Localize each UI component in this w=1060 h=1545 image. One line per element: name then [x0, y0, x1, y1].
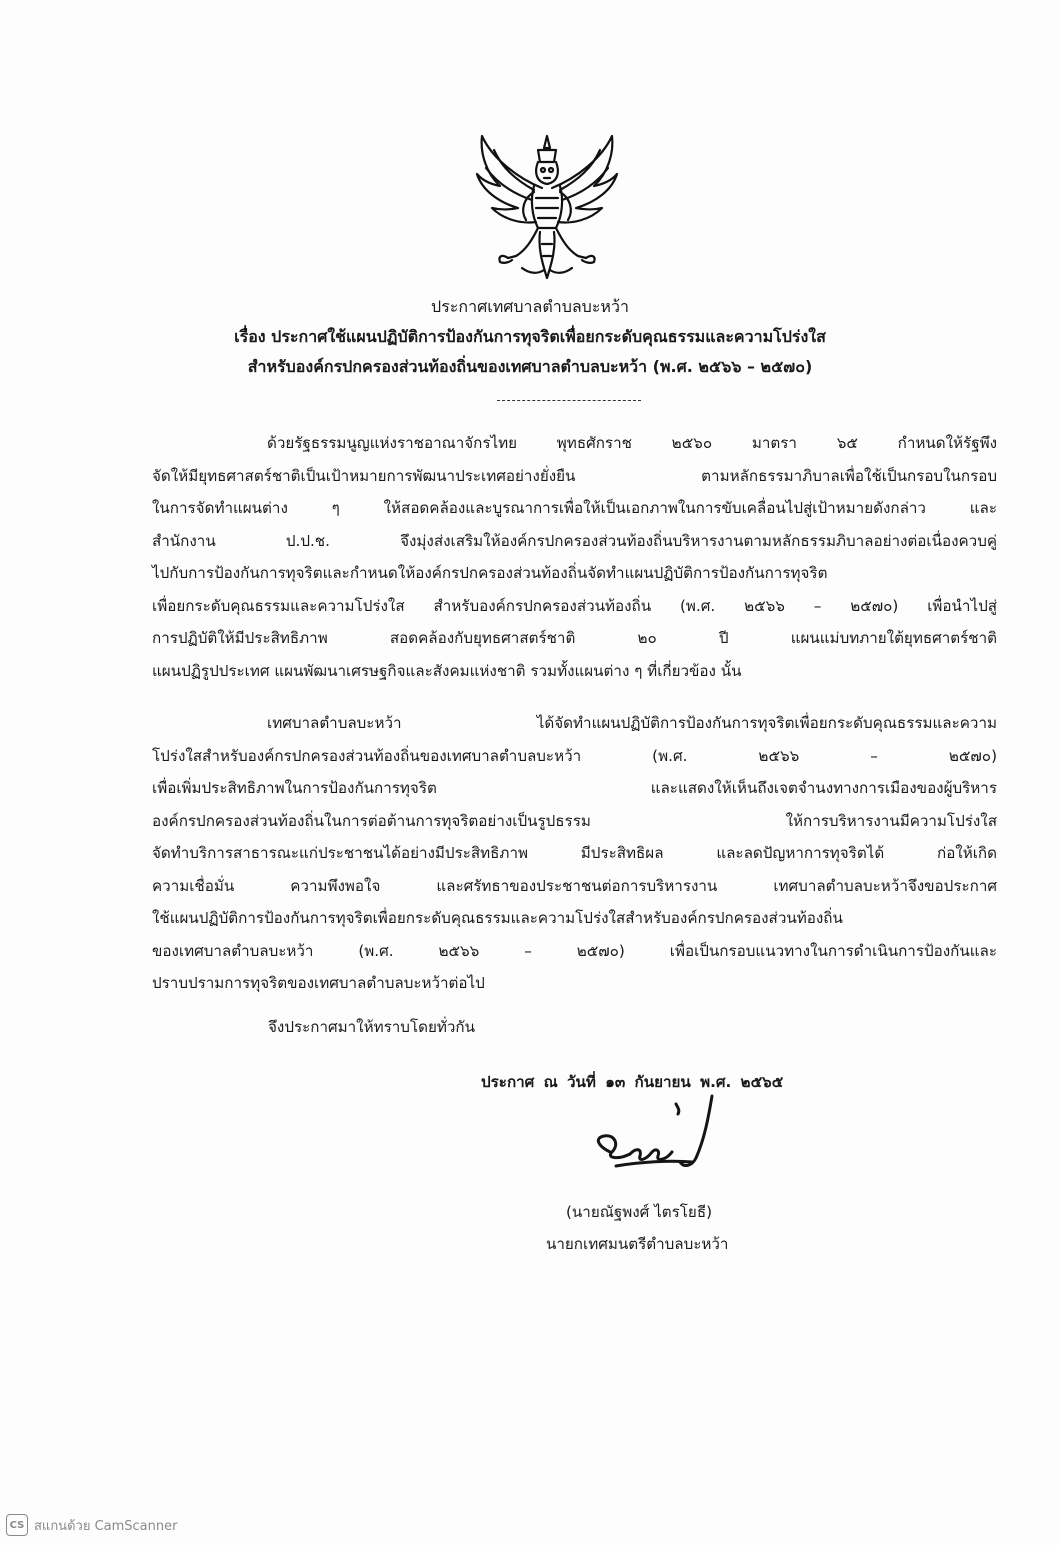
- paragraph-line: สำนักงาน ป.ป.ช. จึงมุ่งส่งเสริมให้องค์กรปกครองส่วนท้องถิ่นบริหารงานตามหลักธรรมภิบาลอย่างต่อเนื่องควบคู่: [152, 531, 997, 550]
- paragraph-line: เพื่อเพิ่มประสิทธิภาพในการป้องกันการทุจริต และแสดงให้เห็นถึงเจตจำนงทางการเมืองของผู้บริหาร: [152, 779, 997, 797]
- announcement-heading: [60, 292, 1000, 382]
- announcement-date: ประกาศ ณ วันที่ ๑๓ กันยายน พ.ศ. ๒๕๖๕: [481, 1073, 784, 1091]
- paragraph-line: ใช้แผนปฏิบัติการป้องกันการทุจริตเพื่อยกระดับคุณธรรมและความโปร่งใสสำหรับองค์กรปกครองส่วนท้องถิ่น: [152, 909, 843, 927]
- paragraph-line: จัดให้มียุทธศาสตร์ชาติเป็นเป้าหมายการพัฒนาประเทศอย่างยั่งยืน ตามหลักธรรมาภิบาลเพื่อใช้เป็นกรอบในกรอบ: [152, 466, 997, 485]
- signer-title: นายกเทศมนตรีตำบลบะหว้า: [546, 1235, 729, 1253]
- paragraph-line: ไปกับการป้องกันการทุจริตและกำหนดให้องค์กรปกครองส่วนท้องถิ่นจัดทำแผนปฏิบัติการป้องกันการทุจริต: [152, 564, 828, 582]
- body-paragraph-1: [152, 427, 997, 687]
- paragraph-line: จัดทำบริการสาธารณะแก่ประชาชนได้อย่างมีประสิทธิภาพ มีประสิทธิผล และลดปัญหาการทุจริตได้ ก่อให้เกิด: [152, 844, 997, 862]
- issuer-title: ประกาศเทศบาลตำบลบะหว้า: [431, 297, 629, 316]
- subject-line: เรื่อง ประกาศใช้แผนปฏิบัติการป้องกันการทุจริตเพื่อยกระดับคุณธรรมและความโปร่งใส: [234, 327, 826, 346]
- paragraph-line: ในการจัดทำแผนต่าง ๆ ให้สอดคล้องและบูรณาการเพื่อให้เป็นเอกภาพในการขับเคลื่อนไปสู่เป้าหมายดังกล่าว และ: [152, 499, 997, 517]
- subject-line-continued: สำหรับองค์กรปกครองส่วนท้องถิ่นของเทศบาลตำบลบะหว้า (พ.ศ. ๒๕๖๖ – ๒๕๗๐): [247, 357, 813, 376]
- scanner-watermark: [6, 1514, 177, 1536]
- paragraph-line: ของเทศบาลตำบลบะหว้า (พ.ศ. ๒๕๖๖ – ๒๕๗๐) เพื่อเป็นกรอบแนวทางในการดำเนินการป้องกันและ: [152, 941, 997, 960]
- paragraph-line: การปฏิบัติให้มีประสิทธิภาพ สอดคล้องกับยุทธศาสตร์ชาติ ๒๐ ปี แผนแม่บทภายใต้ยุทธศาตร์ชาติ: [152, 629, 997, 647]
- camscanner-logo-icon: CS: [6, 1514, 28, 1536]
- handwritten-signature-icon: [580, 1090, 740, 1180]
- paragraph-line: แผนปฏิรูปประเทศ แผนพัฒนาเศรษฐกิจและสังคมแห่งชาติ รวมทั้งแผนต่าง ๆ ที่เกี่ยวข้อง นั้น: [152, 661, 742, 680]
- closing-statement: จึงประกาศมาให้ทราบโดยทั่วกัน: [268, 1018, 475, 1036]
- paragraph-line: ความเชื่อมั่น ความพึงพอใจ และศรัทธาของประชาชนต่อการบริหารงาน เทศบาลตำบลบะหว้าจึงขอประกาศ: [152, 876, 997, 895]
- body-paragraph-2: [152, 707, 997, 1000]
- paragraph-line: ด้วยรัฐธรรมนูญแห่งราชอาณาจักรไทย พุทธศักราช ๒๕๖๐ มาตรา ๖๕ กำหนดให้รัฐพึง: [267, 434, 997, 452]
- paragraph-line: องค์กรปกครองส่วนท้องถิ่นในการต่อต้านการทุจริตอย่างเป็นรูปธรรม ให้การบริหารงานมีความโปร่งใส: [152, 811, 997, 830]
- paragraph-line: เพื่อยกระดับคุณธรรมและความโปร่งใส สำหรับองค์กรปกครองส่วนท้องถิ่น (พ.ศ. ๒๕๖๖ – ๒๕๗๐) เพื่อนำไปสู่: [152, 596, 997, 615]
- garuda-emblem-icon: [472, 128, 622, 288]
- paragraph-line: โปร่งใสสำหรับองค์กรปกครองส่วนท้องถิ่นของเทศบาลตำบลบะหว้า (พ.ศ. ๒๕๖๖ – ๒๕๗๐): [152, 746, 997, 765]
- watermark-text: สแกนด้วย CamScanner: [34, 1518, 178, 1534]
- paragraph-line: เทศบาลตำบลบะหว้า ได้จัดทำแผนปฏิบัติการป้องกันการทุจริตเพื่อยกระดับคุณธรรมและความ: [267, 714, 997, 732]
- paragraph-line: ปราบปรามการทุจริตของเทศบาลตำบลบะหว้าต่อไป: [152, 974, 485, 992]
- heading-divider: [497, 400, 641, 401]
- signer-name: (นายณัฐพงศ์ ไตรโยธี): [566, 1203, 713, 1221]
